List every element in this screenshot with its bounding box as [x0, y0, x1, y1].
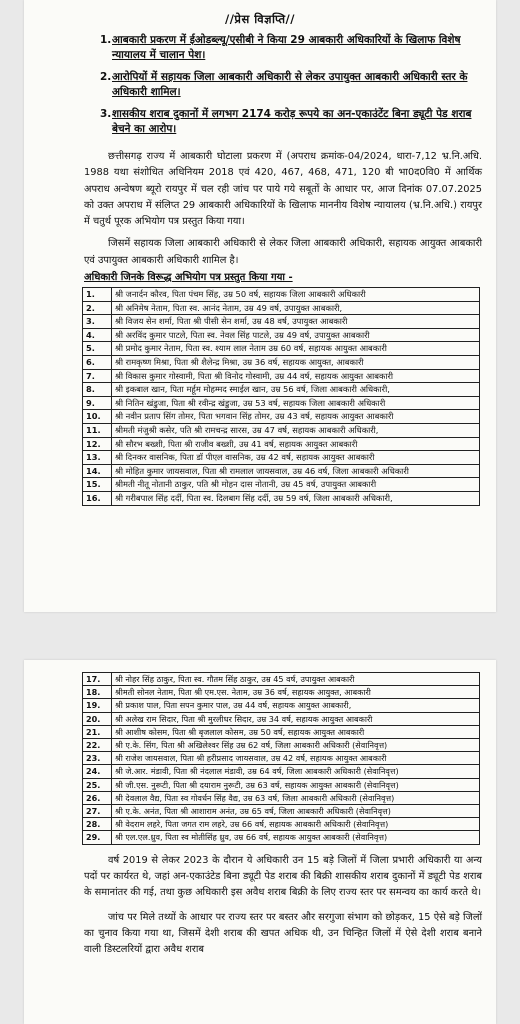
- officers-table-page-2: [82, 672, 480, 845]
- officer-detail-cell: श्री आशीष कोसम, पिता श्री बृजलाल कोसम, उम्र 50 वर्ष, सहायक आयुक्त आबकारी: [112, 725, 480, 738]
- key-point-text: आबकारी प्रकरण में ईओडब्ल्यू/एसीबी ने किया 29 आबकारी अधिकारियों के खिलाफ विशेष न्यायालय में चालान पेश।: [112, 34, 461, 61]
- officer-detail-cell: श्री गरीबपाल सिंह दर्दी, पिता स्व. दिलबाग सिंह दर्दी, उम्र 59 वर्ष, जिला आबकारी अधिकारी,: [112, 491, 480, 505]
- table-row: [83, 791, 480, 804]
- table-row: [83, 301, 480, 315]
- body-paragraph: छत्तीसगढ़ राज्य में आबकारी घोटाला प्रकरण में (अपराध क्रमांक-04/2024, धारा-7,12 भ्र.नि.अधि. 1988 यथा संशोधित अधिनियम 2018 एवं 420, 467, 468, 471, 120 बी भा0द0वि0 में आर्थिक अपराध अन्वेषण ब्यूरो रायपुर में चल रही जांच पर पाये गये सबूतों के आधार पर, आज दिनांक 07.07.2025 को उक्त अपराध में संलिप्त 29 आबकारी अधिकारियों के खिलाफ माननीय विशेष न्यायालय (भ्र.नि.अधि.) रायपुर में चतुर्थ पूरक अभियोग पत्र प्रस्तुत किया गया।: [84, 151, 482, 228]
- key-point-text: आरोपियों में सहायक जिला आबकारी अधिकारी से लेकर उपायुक्त आबकारी अधिकारी स्तर के अधिकारी शामिल।: [112, 71, 468, 98]
- officer-detail-cell: श्री दिनकर वासनिक, पिता डॉ पीएल वासनिक, उम्र 42 वर्ष, सहायक आयुक्त आबकारी: [112, 451, 480, 465]
- serial-number-cell: 11.: [83, 424, 112, 438]
- officer-detail-cell: श्री मोहित कुमार जायसवाल, पिता श्री रामलाल जायसवाल, उम्र 46 वर्ष, जिला आबकारी अधिकारी: [112, 464, 480, 478]
- key-point-text: शासकीय शराब दुकानों में लगभग 2174 करोड़ रूपये का अन-एकाउंटेंट बिना ड्यूटी पेड शराब बेचने का आरोप।: [112, 108, 472, 135]
- table-row: [83, 451, 480, 465]
- table-row: [83, 288, 480, 302]
- key-point: [24, 33, 496, 63]
- serial-number-cell: 28.: [83, 818, 112, 831]
- serial-number-cell: 15.: [83, 478, 112, 492]
- officer-detail-cell: श्री देवलाल वैद्य, पिता स्व गोवर्धन सिंह वैद्य, उम्र 63 वर्ष, जिला आबकारी अधिकारी (सेवानिवृत्त): [112, 791, 480, 804]
- table-row: [83, 739, 480, 752]
- document-page-1: [24, 0, 496, 612]
- serial-number-cell: 4.: [83, 328, 112, 342]
- table-row: [83, 369, 480, 383]
- serial-number-cell: 26.: [83, 791, 112, 804]
- body-paragraph: जिसमें सहायक जिला आबकारी अधिकारी से लेकर जिला आबकारी अधिकारी, सहायक आयुक्त आबकारी एवं उपायुक्त आबकारी अधिकारी शामिल है।: [84, 238, 482, 266]
- serial-number-cell: 27.: [83, 805, 112, 818]
- press-release-title: //प्रेस विज्ञप्ति//: [225, 12, 295, 26]
- serial-number-cell: 16.: [83, 491, 112, 505]
- serial-number-cell: 17.: [83, 673, 112, 686]
- officer-detail-cell: श्री विकास कुमार गोस्वामी, पिता श्री विनोद गोस्वामी, उम्र 44 वर्ष, सहायक आयुक्त आबकारी: [112, 369, 480, 383]
- table-row: [83, 765, 480, 778]
- serial-number-cell: 29.: [83, 831, 112, 844]
- table-row: [83, 342, 480, 356]
- officer-detail-cell: श्री इकबाल खान, पिता मर्हूम मोहम्मद स्माईल खान, उम्र 56 वर्ष, जिला आबकारी अधिकारी,: [112, 383, 480, 397]
- table-row: [83, 725, 480, 738]
- table-row: [83, 831, 480, 844]
- key-point-number: 1.: [100, 34, 112, 46]
- table-row: [83, 673, 480, 686]
- serial-number-cell: 19.: [83, 699, 112, 712]
- serial-number-cell: 2.: [83, 301, 112, 315]
- officer-detail-cell: श्रीमती नीतू नोतानी ठाकुर, पति श्री मोहन दास नोतानी, उम्र 45 वर्ष, उपायुक्त आबकारी: [112, 478, 480, 492]
- table-row: [83, 356, 480, 370]
- officer-detail-cell: श्री प्रमोद कुमार नेताम, पिता स्व. श्याम लाल नेताम उम्र 60 वर्ष, सहायक आयुक्त आबकारी: [112, 342, 480, 356]
- officer-detail-cell: श्री जनार्दन कौरव, पिता पंचम सिंह, उम्र 50 वर्ष, सहायक जिला आबकारी अधिकारी: [112, 288, 480, 302]
- officer-detail-cell: श्री अरविंद कुमार पाटले, पिता स्व. नेवल सिंह पाटले, उम्र 49 वर्ष, उपायुक्त आबकारी: [112, 328, 480, 342]
- table-row: [83, 699, 480, 712]
- serial-number-cell: 3.: [83, 315, 112, 329]
- table-row: [83, 686, 480, 699]
- table-row: [83, 752, 480, 765]
- document-page-2: [24, 660, 496, 1024]
- officer-detail-cell: श्री अनिमेष नेताम, पिता स्व. आनंद नेताम, उम्र 49 वर्ष, उपायुक्त आबकारी,: [112, 301, 480, 315]
- body-paragraph: वर्ष 2019 से लेकर 2023 के दौरान ये अधिकारी उन 15 बड़े जिलों में जिला प्रभारी अधिकारी या अन्य पदों पर कार्यरत थे, जहां अन-एकाउंटेड बिना ड्यूटी पेड शराब की बिक्री शासकीय शराब दुकानों में ड्यूटी पेड शराब के समानांतर की गई, तथा कुछ अधिकारी इस अवैध शराब बिक्री के लिए राज्य स्तर पर समन्वय का कार्य करते थे।: [84, 854, 482, 899]
- table-row: [83, 491, 480, 505]
- key-point: [24, 107, 496, 137]
- key-point-number: 2.: [100, 71, 112, 83]
- officers-list-heading: अधिकारी जिनके विरूद्ध अभियोग पत्र प्रस्तुत किया गया -: [84, 272, 293, 284]
- serial-number-cell: 9.: [83, 396, 112, 410]
- table-row: [83, 464, 480, 478]
- table-row: [83, 328, 480, 342]
- table-row: [83, 410, 480, 424]
- serial-number-cell: 21.: [83, 725, 112, 738]
- serial-number-cell: 8.: [83, 383, 112, 397]
- officer-detail-cell: श्री नवीन प्रताप सिंग तोमर, पिता भगवान सिंह तोमर, उम्र 43 वर्ष, सहायक आयुक्त आबकारी: [112, 410, 480, 424]
- table-row: [83, 778, 480, 791]
- key-point-number: 3.: [100, 108, 112, 120]
- officer-detail-cell: श्री प्रकाश पाल, पिता सपन कुमार पाल, उम्र 44 वर्ष, सहायक आयुक्त आबकारी,: [112, 699, 480, 712]
- table-row: [83, 712, 480, 725]
- table-row: [83, 437, 480, 451]
- serial-number-cell: 18.: [83, 686, 112, 699]
- serial-number-cell: 23.: [83, 752, 112, 765]
- officer-detail-cell: श्री नितिन खंडुजा, पिता श्री रवीन्द्र खंडुजा, उम्र 53 वर्ष, सहायक जिला आबकारी अधिकारी: [112, 396, 480, 410]
- serial-number-cell: 13.: [83, 451, 112, 465]
- officer-detail-cell: श्रीमती सोनल नेताम, पिता श्री एम.एस. नेताम, उम्र 36 वर्ष, सहायक आयुक्त, आबकारी: [112, 686, 480, 699]
- table-row: [83, 396, 480, 410]
- table-row: [83, 478, 480, 492]
- officer-detail-cell: श्री नोहर सिंह ठाकुर, पिता स्व. गौतम सिंह ठाकुर, उम्र 45 वर्ष, उपायुक्त आबकारी: [112, 673, 480, 686]
- table-row: [83, 424, 480, 438]
- serial-number-cell: 10.: [83, 410, 112, 424]
- serial-number-cell: 1.: [83, 288, 112, 302]
- serial-number-cell: 20.: [83, 712, 112, 725]
- officer-detail-cell: श्री सौरभ बख्शी, पिता श्री राजीव बख्शी, उम्र 41 वर्ष, सहायक आयुक्त आबकारी: [112, 437, 480, 451]
- officer-detail-cell: श्री राजेश जायसवाल, पिता श्री हरीप्रसाद जायसवाल, उम्र 42 वर्ष, सहायक आयुक्त आबकारी: [112, 752, 480, 765]
- serial-number-cell: 22.: [83, 739, 112, 752]
- serial-number-cell: 7.: [83, 369, 112, 383]
- officer-detail-cell: श्री रामकृष्ण मिश्रा, पिता श्री शैलेन्द्र मिश्रा, उम्र 36 वर्ष, सहायक आयुक्त, आबकारी: [112, 356, 480, 370]
- serial-number-cell: 14.: [83, 464, 112, 478]
- serial-number-cell: 5.: [83, 342, 112, 356]
- serial-number-cell: 6.: [83, 356, 112, 370]
- table-row: [83, 315, 480, 329]
- key-points-list: [24, 33, 496, 137]
- officer-detail-cell: श्री विजय सेन शर्मा, पिता श्री पीसी सेन शर्मा, उम्र 48 वर्ष, उपायुक्त आबकारी: [112, 315, 480, 329]
- officer-detail-cell: श्री एल.एल.ध्रुव, पिता स्व मोतीसिंह ध्रुव, उम्र 66 वर्ष, सहायक आयुक्त आबकारी (सेवानिवृत्त): [112, 831, 480, 844]
- officer-detail-cell: श्रीमती मंजुश्री कसेर, पति श्री रामचन्द्र सारस, उम्र 47 वर्ष, सहायक आबकारी अधिकारी,: [112, 424, 480, 438]
- serial-number-cell: 12.: [83, 437, 112, 451]
- officer-detail-cell: श्री वेदराम लहरे, पिता जगत राम लहरे, उम्र 66 वर्ष, सहायक आबकारी अधिकारी (सेवानिवृत्त): [112, 818, 480, 831]
- table-row: [83, 818, 480, 831]
- table-row: [83, 805, 480, 818]
- serial-number-cell: 25.: [83, 778, 112, 791]
- officer-detail-cell: श्री जे.आर. मंडावी, पिता श्री नंदलाल मंडावी, उम्र 64 वर्ष, जिला आबकारी अधिकारी (सेवानिवृत्त): [112, 765, 480, 778]
- officer-detail-cell: श्री अलेख राम सिदार, पिता श्री मुरलीधर सिदार, उम्र 34 वर्ष, सहायक आयुक्त आबकारी: [112, 712, 480, 725]
- serial-number-cell: 24.: [83, 765, 112, 778]
- key-point: [24, 70, 496, 100]
- body-paragraph: जांच पर मिले तथ्यों के आधार पर राज्य स्तर पर बस्तर और सरगुजा संभाग को छोड़कर, 15 ऐसे बड़े जिलों का चुनाव किया गया था, जिसमें देशी शराब की खपत अधिक थी, उन चिन्हित जिलों में ऐसे देशी शराब बनाने वाली डिस्टलरियों द्वारा अवैध शराब: [84, 911, 482, 956]
- officer-detail-cell: श्री ए.के. सिंग, पिता श्री अखिलेश्वर सिंह उम्र 62 वर्ष, जिला आबकारी अधिकारी (सेवानिवृत्त): [112, 739, 480, 752]
- officer-detail-cell: श्री ए.के. अनंत, पिता श्री आशाराम अनंत, उम्र 65 वर्ष, जिला आबकारी अधिकारी (सेवानिवृत्त): [112, 805, 480, 818]
- officers-table-page-1: [82, 287, 480, 506]
- officer-detail-cell: श्री जी.एस. नुरूटी, पिता श्री दयाराम नुरूटी, उम्र 63 वर्ष, सहायक आयुक्त आबकारी (सेवानिवृत्त): [112, 778, 480, 791]
- table-row: [83, 383, 480, 397]
